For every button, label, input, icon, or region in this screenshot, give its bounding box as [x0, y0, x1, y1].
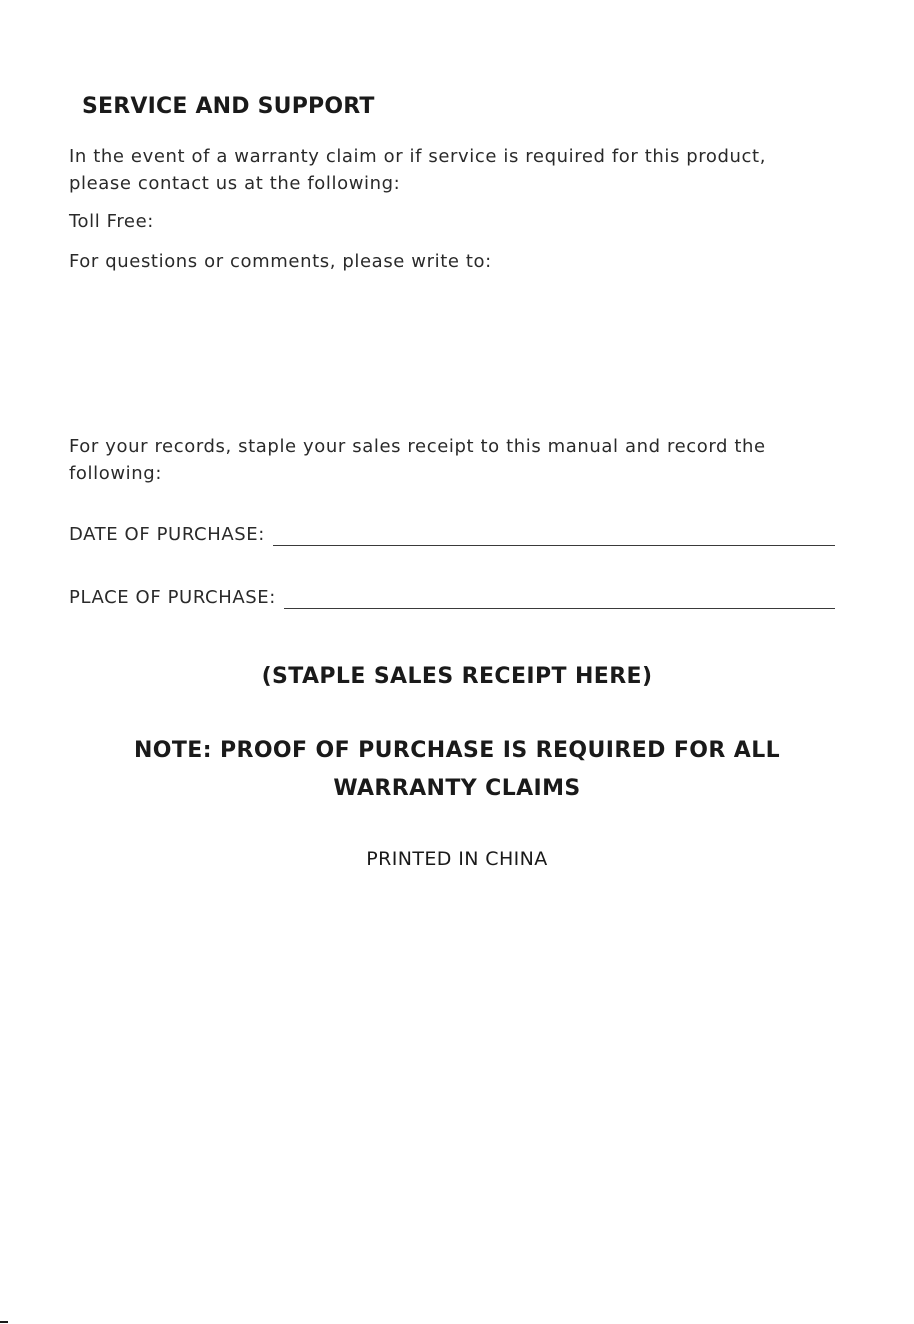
place-of-purchase-blank-line [284, 590, 835, 609]
date-of-purchase-row [69, 524, 835, 546]
printed-in-label: PRINTED IN CHINA [366, 848, 548, 870]
date-of-purchase-label: DATE OF PURCHASE: [69, 524, 265, 545]
intro-line-1: In the event of a warranty claim or if service is required for this product, [69, 146, 767, 167]
proof-note-line-2: WARRANTY CLAIMS [333, 776, 581, 801]
records-line-2: following: [69, 463, 162, 484]
proof-note-line-1: NOTE: PROOF OF PURCHASE IS REQUIRED FOR ALL [133, 738, 781, 763]
date-of-purchase-blank-line [273, 527, 835, 546]
section-heading: SERVICE AND SUPPORT [82, 94, 375, 119]
records-paragraph [69, 433, 839, 487]
intro-paragraph [69, 143, 839, 197]
place-of-purchase-label: PLACE OF PURCHASE: [69, 587, 276, 608]
toll-free-label: Toll Free: [69, 211, 154, 232]
questions-paragraph: For questions or comments, please write to: [69, 251, 492, 272]
records-line-1: For your records, staple your sales receipt to this manual and record the [69, 436, 766, 457]
staple-receipt-note: (STAPLE SALES RECEIPT HERE) [261, 664, 653, 689]
place-of-purchase-row [69, 587, 835, 609]
proof-of-purchase-note [0, 732, 914, 808]
corner-crop-mark [0, 1321, 8, 1323]
intro-line-2: please contact us at the following: [69, 173, 401, 194]
